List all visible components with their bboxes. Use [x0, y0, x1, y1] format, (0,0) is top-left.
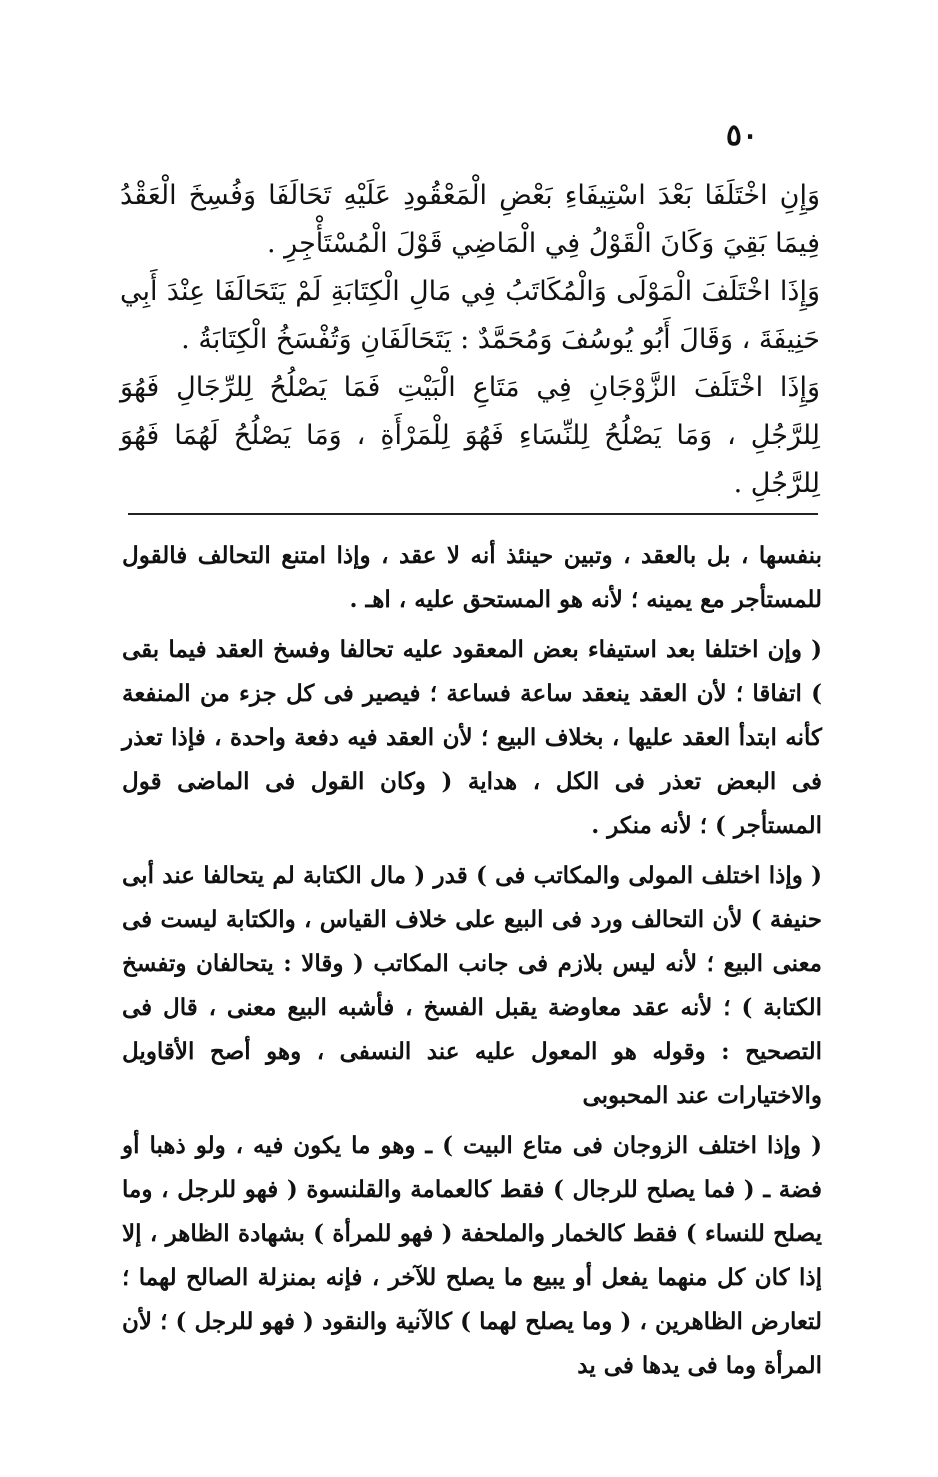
page-number: ٥٠ — [725, 118, 759, 153]
main-paragraph: وَإِذَا اخْتَلَفَ الْمَوْلَى وَالْمُكَاتَبُ فِي مَالِ الْكِتَابَةِ لَمْ يَتَحَالَفَا عِنْدَ أَبِي حَنِيفَةَ ، وَقَالَ أَبُو يُوسُفَ وَمُحَمَّدٌ : يَتَحَالَفَانِ وَتُفْسَخُ الْكِتَابَةُ . — [120, 276, 820, 355]
commentary-paragraph: ( وإذا اختلف المولى والمكاتب فى ) قدر ( مال الكتابة لم يتحالفا عند أبى حنيفة ) لأن التحالف ورد فى البيع على خلاف القياس ، والكتابة ليست فى معنى البيع ؛ لأنه ليس بلازم فى جانب المكاتب ( وقالا : يتحالفان وتفسخ الكتابة ) ؛ لأنه عقد معاوضة يقبل الفسخ ، فأشبه البيع معنى ، قال فى التصحيح : وقوله هو المعول عليه عند النسفى ، وهو أصح الأقاويل والاختيارات عند المحبوبى — [122, 862, 822, 1109]
commentary-text — [122, 534, 822, 1388]
separator-rule — [128, 513, 818, 515]
commentary-paragraph: ( وإن اختلفا بعد استيفاء بعض المعقود عليه تحالفا وفسخ العقد فيما بقى ) اتفاقا ؛ لأن العقد ينعقد ساعة فساعة ؛ فيصير فى كل جزء من المنفعة كأنه ابتدأ العقد عليها ، بخلاف البيع ؛ لأن العقد فيه دفعة واحدة ، فإذا تعذر فى البعض تعذر فى الكل ، هداية ( وكان القول فى الماضى قول المستأجر ) ؛ لأنه منكر . — [122, 636, 822, 839]
commentary-paragraph: ( وإذا اختلف الزوجان فى متاع البيت ) ـ وهو ما يكون فيه ، ولو ذهبا أو فضة ـ ( فما يصلح للرجال ) فقط كالعمامة والقلنسوة ( فهو للرجل ، وما يصلح للنساء ) فقط كالخمار والملحفة ( فهو للمرأة ) بشهادة الظاهر ، إلا إذا كان كل منهما يفعل أو يبيع ما يصلح للآخر ، فإنه بمنزلة الصالح لهما ؛ لتعارض الظاهرين ، ( وما يصلح لهما ) كالآنية والنقود ( فهو للرجل ) ؛ لأن المرأة وما فى يدها فى يد — [122, 1132, 822, 1379]
main-text — [120, 172, 820, 508]
commentary-paragraph: بنفسها ، بل بالعقد ، وتبين حينئذ أنه لا عقد ، وإذا امتنع التحالف فالقول للمستأجر مع يمينه ؛ لأنه هو المستحق عليه ، اهـ . — [122, 542, 822, 613]
main-paragraph: وَإِذَا اخْتَلَفَ الزَّوْجَانِ فِي مَتَاعِ الْبَيْتِ فَمَا يَصْلُحُ لِلرِّجَالِ فَهُوَ لِلرَّجُلِ ، وَمَا يَصْلُحُ لِلنِّسَاءِ فَهُوَ لِلْمَرْأَةِ ، وَمَا يَصْلُحُ لَهُمَا فَهُوَ لِلرَّجُلِ . — [120, 372, 820, 499]
main-paragraph: وَإِنِ اخْتَلَفَا بَعْدَ اسْتِيفَاءِ بَعْضِ الْمَعْقُودِ عَلَيْهِ تَحَالَفَا وَفُسِخَ الْعَقْدُ فِيمَا بَقِيَ وَكَانَ الْقَوْلُ فِي الْمَاضِي قَوْلَ الْمُسْتَأْجِرِ . — [120, 180, 820, 259]
